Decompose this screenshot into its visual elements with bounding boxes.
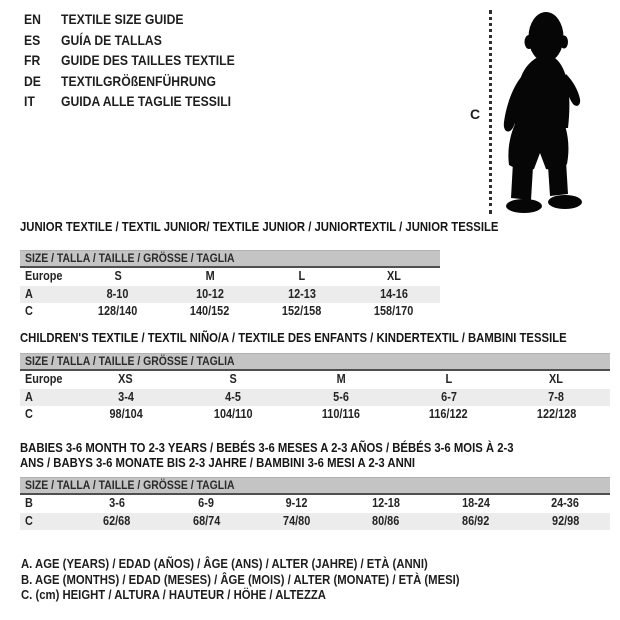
table-row [20,371,610,389]
row-label: A [25,286,33,301]
language-row [24,50,261,71]
table-cell: 62/68 [103,513,131,528]
table-cell: 74/80 [282,513,310,528]
table-cell: 9-12 [285,496,308,510]
row-label: C [25,407,33,421]
table-cell: M [205,269,215,283]
section-title: BABIES 3-6 MONTH TO 2-3 YEARS / BEBÉS 3-6 MESES A 2-3 AÑOS / BÉBÉS 3-6 MOIS À 2-3 ANS / BABYS 3-6 MONATE BIS 2-3 JAHRE / BAMBINI 3-6 MESI A 2-3 ANNI [20,440,514,470]
table-cell: 128/140 [98,304,138,318]
size-table [20,477,610,530]
language-row [24,9,261,30]
section-title: CHILDREN'S TEXTILE / TEXTIL NIÑO/A / TEXTILE DES ENFANTS / KINDERTEXTIL / BAMBINI TESSILE [20,330,567,345]
table-row [20,268,440,286]
measure-label-c: C [470,106,481,122]
table-row [20,303,440,321]
size-section [20,219,499,321]
row-label: B [25,496,33,510]
table-cell: 116/122 [429,407,468,421]
row-label: C [25,513,33,528]
table-cell: 12-13 [288,286,316,301]
footnote-line: A. AGE (YEARS) / EDAD (AÑOS) / ÂGE (ANS) / ALTER (JAHRE) / ETÀ (ANNI) [21,556,428,571]
size-section [20,330,610,424]
table-cell: 24-36 [551,496,580,510]
table-cell: M [336,372,346,386]
language-label: GUIDE DES TAILLES TEXTILE [61,52,235,69]
table-cell: 152/158 [282,304,322,318]
table-cell: XS [118,372,134,386]
size-table [20,250,440,321]
table-cell: 14-16 [380,286,408,301]
table-cell: 104/110 [214,407,253,421]
row-label: Europe [25,269,63,283]
toddler-silhouette-icon [498,10,586,216]
language-list [24,9,261,112]
table-cell: L [298,269,306,283]
table-row [20,406,610,424]
table-cell: L [445,372,452,386]
table-row [20,495,610,513]
row-label: Europe [25,372,63,386]
table-cell: S [229,372,238,386]
language-row [24,30,261,51]
table-cell: 12-18 [371,496,400,510]
footnote-line: C. (cm) HEIGHT / ALTURA / HAUTEUR / HÖHE / ALTEZZA [21,587,326,602]
table-cell: 122/128 [536,407,576,421]
size-table [20,353,610,424]
language-row [24,91,261,112]
table-header-band: SIZE / TALLA / TAILLE / GRÖSSE / TAGLIA [20,353,610,371]
table-header-band: SIZE / TALLA / TAILLE / GRÖSSE / TAGLIA [20,477,610,495]
footnote-line: B. AGE (MONTHS) / EDAD (MESES) / ÂGE (MOIS) / ALTER (MONATE) / ETÀ (MESI) [21,571,460,587]
table-cell: XL [549,372,564,386]
table-cell: 3-4 [117,389,134,404]
table-header-band: SIZE / TALLA / TAILLE / GRÖSSE / TAGLIA [20,250,440,268]
table-cell: 68/74 [192,513,221,528]
table-row [20,389,610,407]
size-section [20,440,610,530]
table-cell: 6-9 [198,496,215,510]
table-cell: 7-8 [548,389,565,404]
table-cell: 80/86 [372,513,400,528]
table-cell: 10-12 [196,286,224,301]
language-code: EN [24,11,41,28]
table-cell: XL [387,269,401,283]
row-label: A [25,389,33,404]
table-cell: 140/152 [190,304,230,318]
table-row [20,286,440,304]
language-code: ES [24,31,41,48]
table-cell: 6-7 [440,389,457,404]
section-title: JUNIOR TEXTILE / TEXTIL JUNIOR/ TEXTILE JUNIOR / JUNIORTEXTIL / JUNIOR TESSILE [20,219,499,234]
row-label: C [25,304,33,318]
language-row [24,71,261,92]
language-code: DE [24,72,41,89]
table-cell: 4-5 [225,389,242,404]
height-measure-line [489,10,492,214]
language-label: TEXTILE SIZE GUIDE [61,11,184,28]
table-cell: 5-6 [333,389,349,404]
table-cell: 92/98 [551,513,579,528]
table-cell: 18-24 [461,496,490,510]
language-label: GUIDA ALLE TAGLIE TESSILI [61,93,232,110]
language-label: TEXTILGRÖßENFÜHRUNG [61,72,216,89]
table-cell: 86/92 [461,513,490,528]
table-cell: 3-6 [108,496,125,510]
table-cell: S [114,269,122,283]
table-cell: 158/170 [374,304,414,318]
table-row [20,513,610,531]
language-label: GUÍA DE TALLAS [61,31,162,48]
language-code: FR [24,52,41,69]
table-cell: 110/116 [321,407,361,421]
language-code: IT [24,93,35,110]
table-cell: 8-10 [107,286,129,301]
table-cell: 98/104 [109,407,143,421]
footnotes [21,556,525,603]
